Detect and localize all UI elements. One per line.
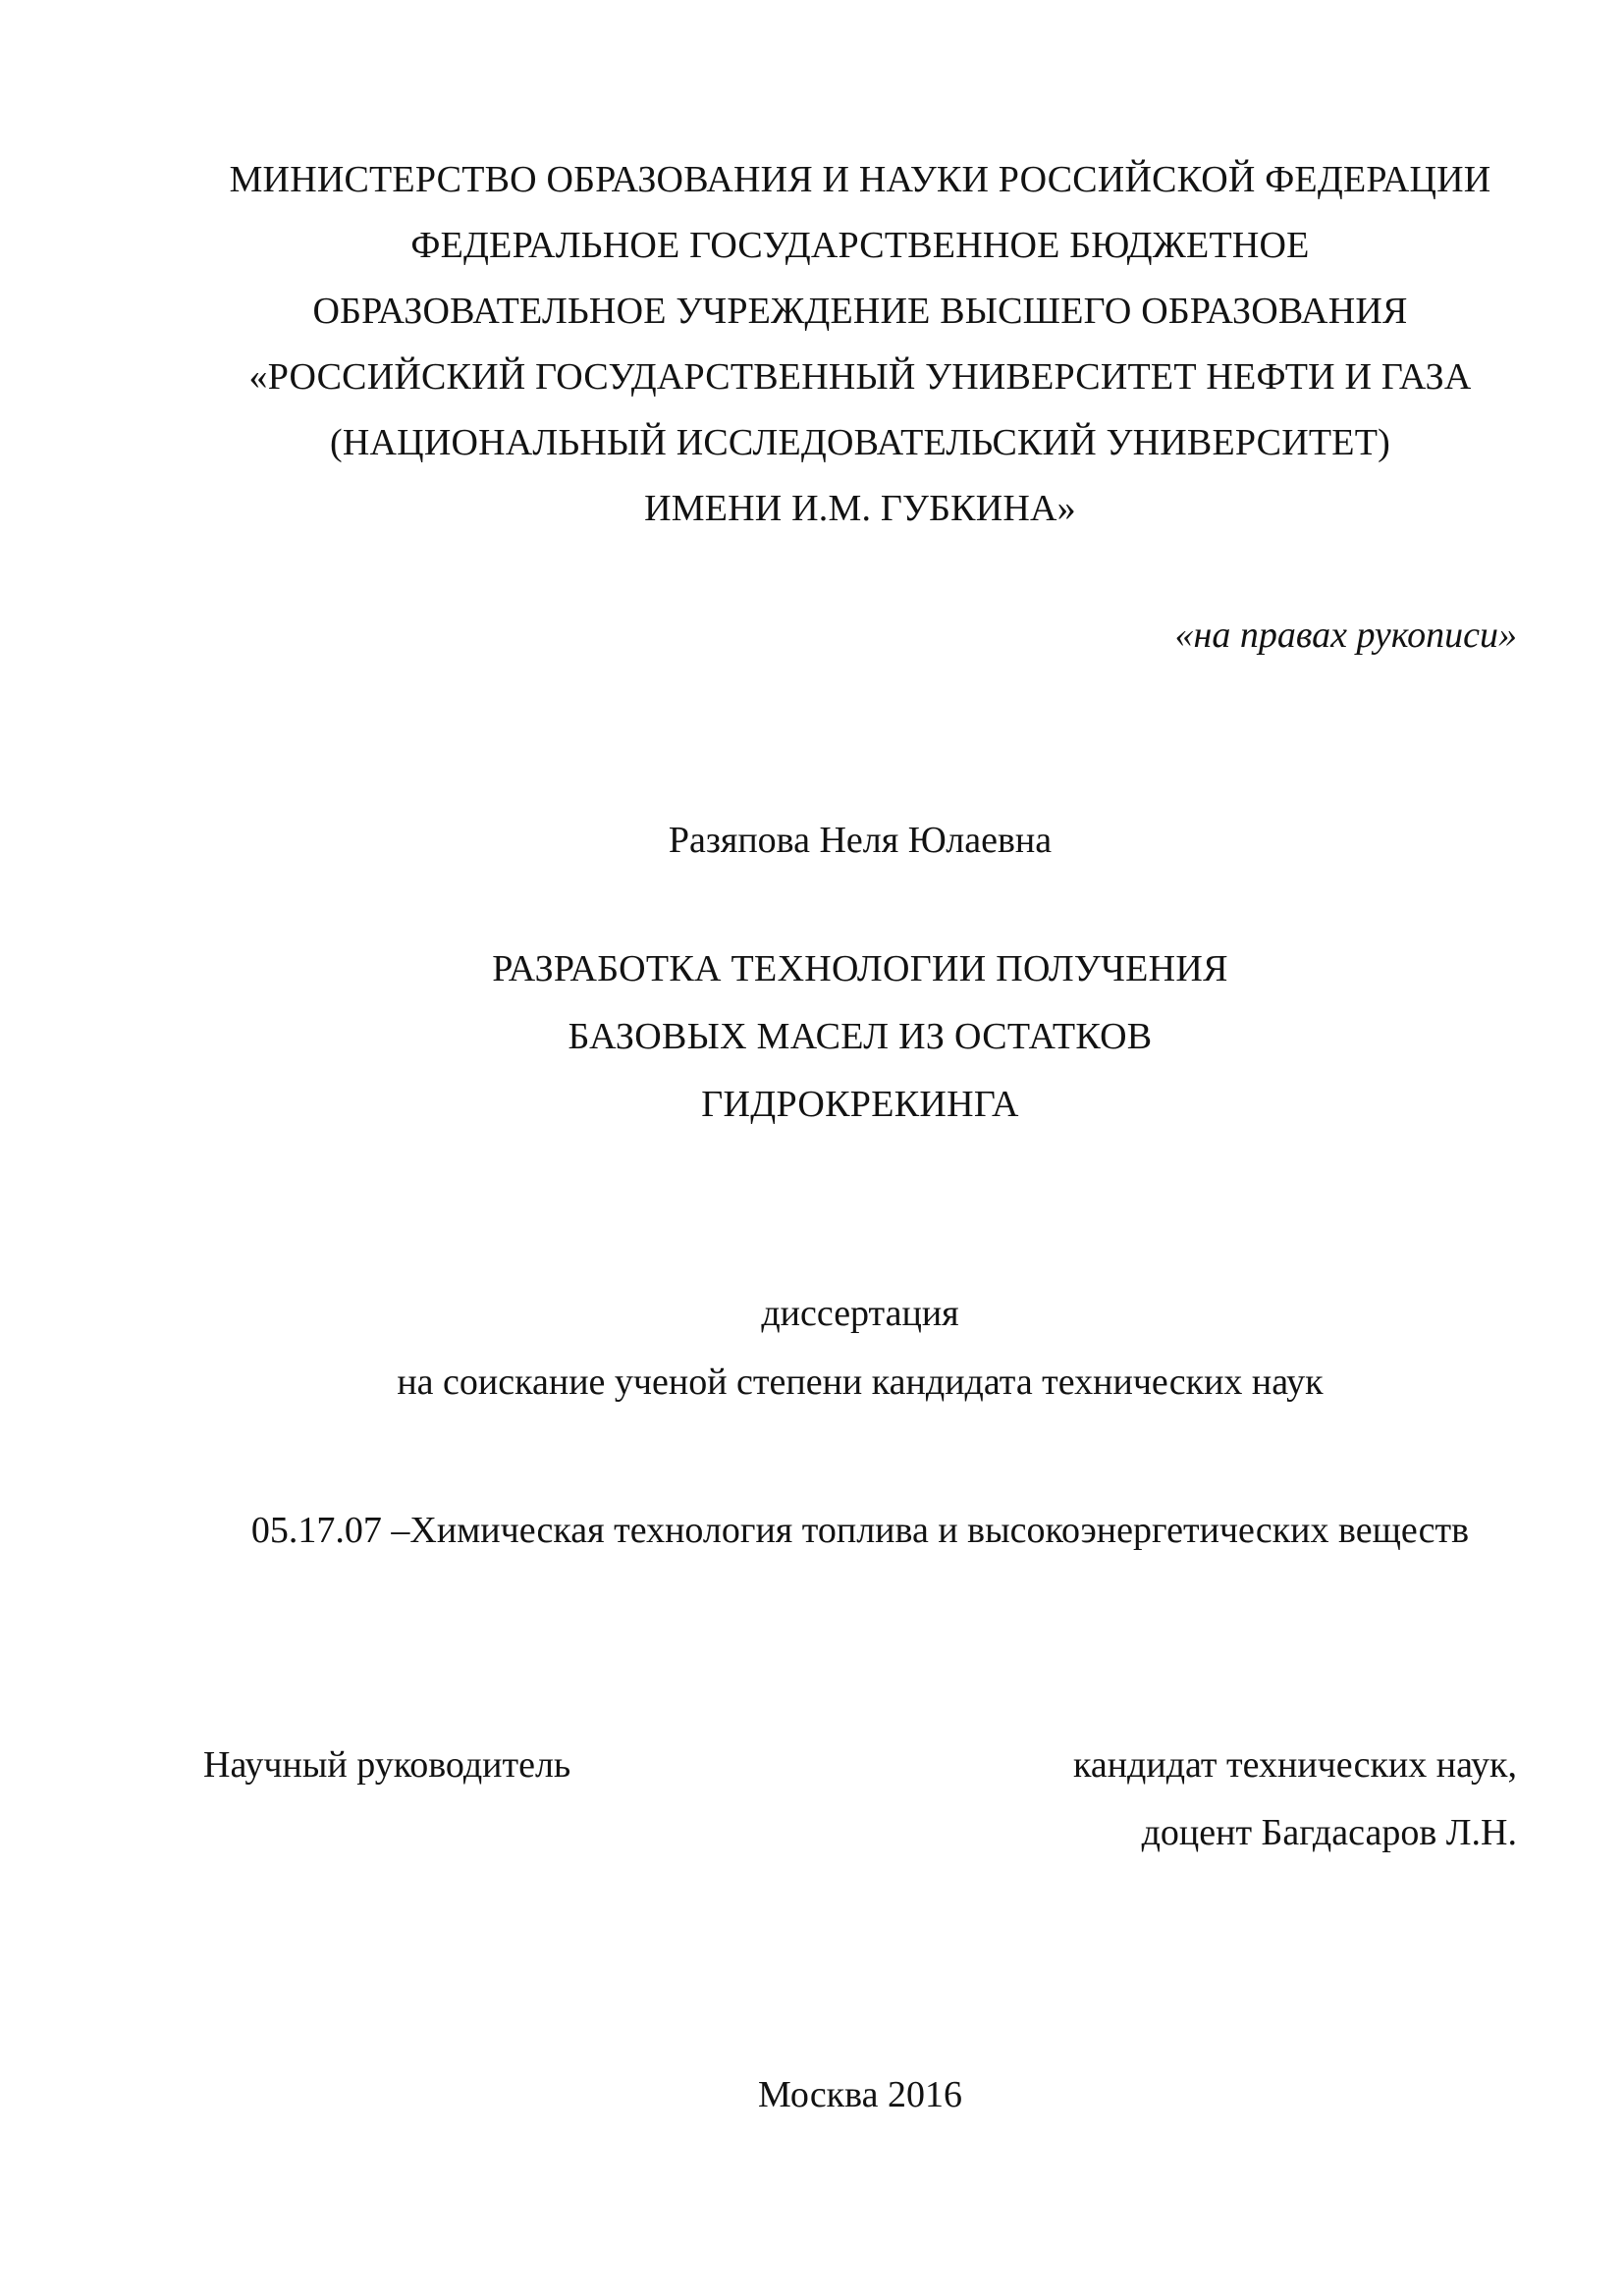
header-line-national-research: (НАЦИОНАЛЬНЫЙ ИССЛЕДОВАТЕЛЬСКИЙ УНИВЕРСИТЕТ) bbox=[330, 422, 1390, 463]
ministry-header bbox=[203, 147, 1517, 542]
header-line-university: «РОССИЙСКИЙ ГОСУДАРСТВЕННЫЙ УНИВЕРСИТЕТ НЕФТИ И ГАЗА bbox=[248, 356, 1472, 398]
header-line-institution: ОБРАЗОВАТЕЛЬНОЕ УЧРЕЖДЕНИЕ ВЫСШЕГО ОБРАЗОВАНИЯ bbox=[312, 291, 1408, 332]
supervisor-section bbox=[203, 1732, 1517, 1867]
manuscript-rights-note: «на правах рукописи» bbox=[1174, 614, 1517, 656]
thesis-description bbox=[203, 1279, 1517, 1416]
thesis-type: диссертация bbox=[761, 1293, 959, 1334]
header-line-federal: ФЕДЕРАЛЬНОЕ ГОСУДАРСТВЕННОЕ БЮДЖЕТНОЕ bbox=[410, 225, 1310, 266]
thesis-degree-line: на соискание ученой степени кандидата технических наук bbox=[397, 1362, 1324, 1403]
title-line-1: РАЗРАБОТКА ТЕХНОЛОГИИ ПОЛУЧЕНИЯ bbox=[492, 948, 1228, 989]
city-year: Москва 2016 bbox=[758, 2074, 962, 2115]
supervisor-degree: кандидат технических наук, bbox=[1072, 1744, 1517, 1786]
title-line-2: БАЗОВЫХ МАСЕЛ ИЗ ОСТАТКОВ bbox=[568, 1016, 1153, 1057]
specialty-code-line: 05.17.07 –Химическая технология топлива и высокоэнергетических веществ bbox=[250, 1510, 1470, 1551]
supervisor-label: Научный руководитель bbox=[203, 1744, 571, 1786]
supervisor-credentials bbox=[1073, 1732, 1517, 1867]
dissertation-title bbox=[203, 935, 1517, 1139]
author-name: Разяпова Неля Юлаевна bbox=[668, 820, 1053, 861]
header-line-gubkin: ИМЕНИ И.М. ГУБКИНА» bbox=[644, 488, 1076, 529]
title-line-3: ГИДРОКРЕКИНГА bbox=[701, 1084, 1019, 1125]
header-line-ministry: МИНИСТЕРСТВО ОБРАЗОВАНИЯ И НАУКИ РОССИЙСКОЙ ФЕДЕРАЦИИ bbox=[229, 159, 1491, 200]
supervisor-name: доцент Багдасаров Л.Н. bbox=[1141, 1812, 1517, 1853]
